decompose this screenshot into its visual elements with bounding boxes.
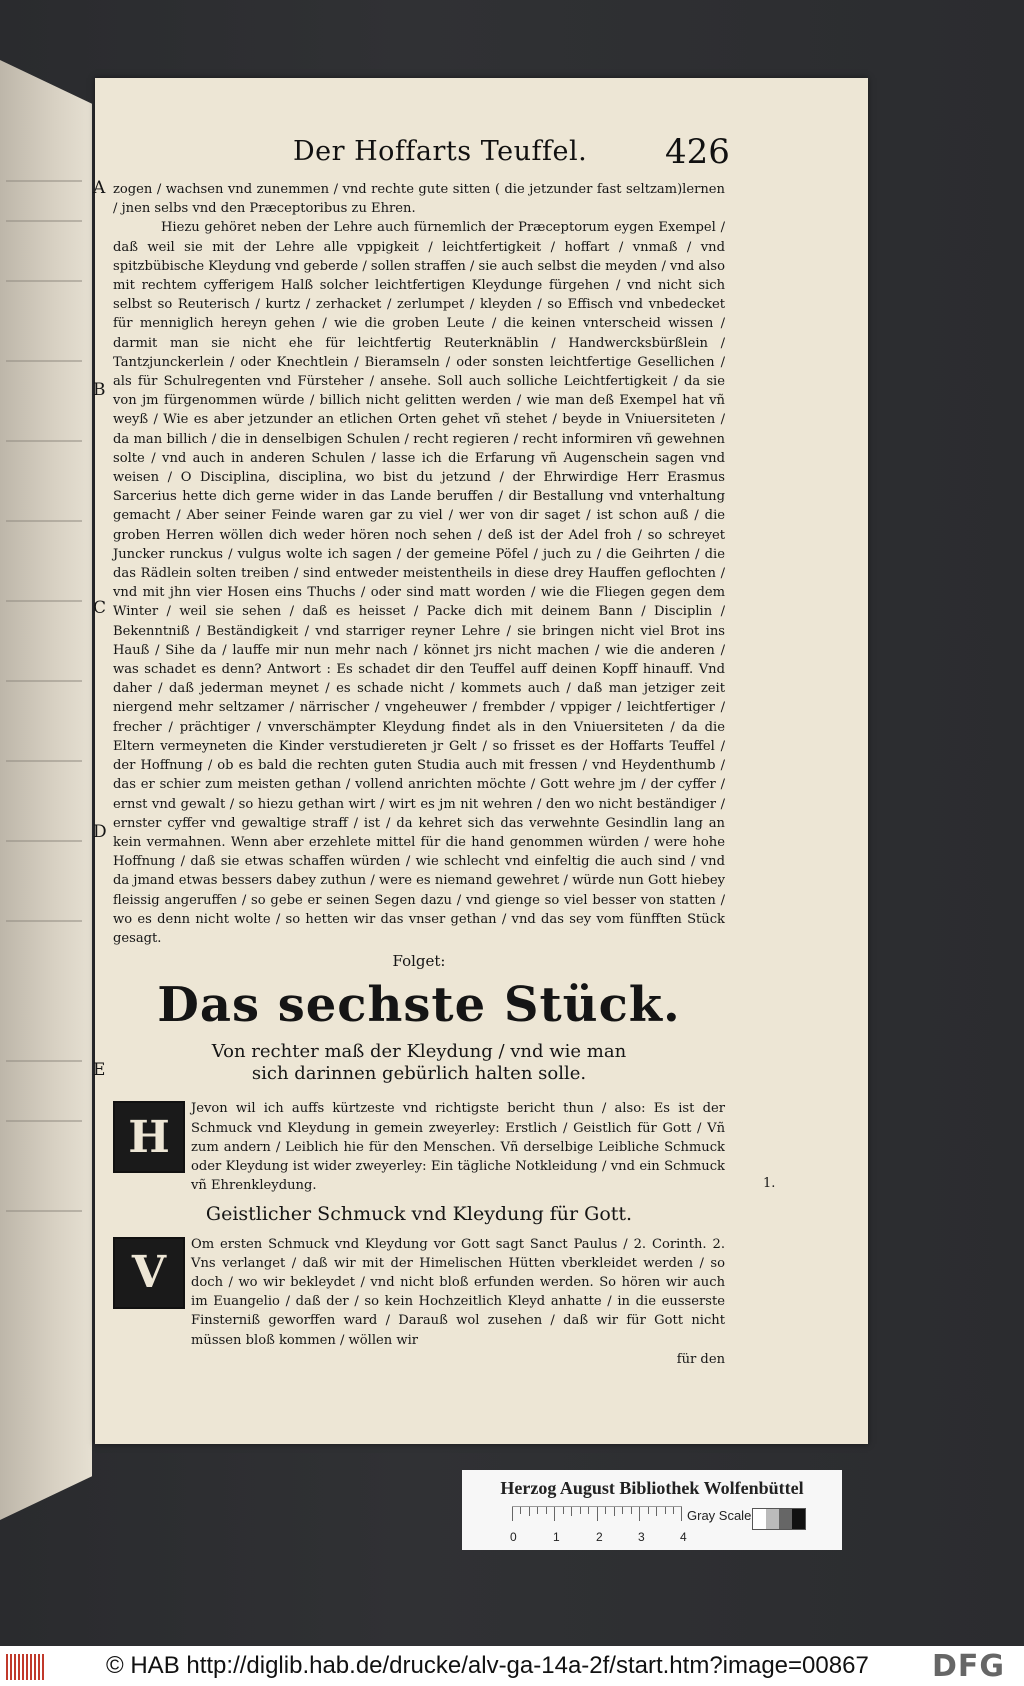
section-block — [113, 1235, 725, 1350]
margin-letter-d: D — [93, 822, 107, 842]
margin-letter-e: E — [93, 1060, 106, 1080]
running-title: Der Hoffarts Teuffel. — [293, 136, 588, 167]
ruler-label: 3 — [638, 1530, 645, 1544]
margin-letter-c: C — [93, 598, 107, 618]
decorated-initial: H — [113, 1101, 185, 1173]
barcode-icon — [6, 1654, 46, 1680]
page-header — [95, 132, 868, 176]
color-calibration-card — [462, 1470, 842, 1550]
chapter-subtitle: Von rechter maß der Kleydung / vnd wie man sich darinnen gebürlich halten solle. — [211, 1041, 627, 1085]
gray-patch — [766, 1509, 779, 1529]
page-number: 426 — [665, 132, 730, 172]
intro-text: Jevon wil ich auffs kürtzeste vnd richtigste bericht thun / also: Es ist der Schmuck vnd Kleydung in gemein zweyerley: Erstlich / Geistlich für Gott / Vñ zum andern / Leiblich hie für den Menschen. Vñ derselbige Leibliche Schmuck oder Kleydung ist wider zweyerley: Ein tägliche Notkleidung / vnd ein Schmuck vñ Ehrenkleydung. — [191, 1101, 725, 1194]
gray-patch — [779, 1509, 792, 1529]
margin-letter-a: A — [93, 178, 106, 198]
book-page — [95, 78, 868, 1444]
gray-patch — [753, 1509, 766, 1529]
side-note: 1. — [763, 1176, 776, 1191]
decorated-initial: V — [113, 1237, 185, 1309]
credit-link[interactable]: © HAB http://diglib.hab.de/drucke/alv-ga-14a-2f/start.htm?image=00867 — [106, 1652, 869, 1679]
ruler-label: 1 — [553, 1530, 560, 1544]
margin-letter-b: B — [93, 380, 106, 400]
page-text — [113, 180, 725, 1369]
footer-bar — [0, 1646, 1024, 1686]
ruler-label: 2 — [596, 1530, 603, 1544]
institution-name: Herzog August Bibliothek Wolfenbüttel — [500, 1478, 804, 1498]
section-heading: Geistlicher Schmuck vnd Kleydung für Gott. — [205, 1203, 633, 1226]
scale-ruler — [512, 1506, 682, 1533]
catchword: für den — [676, 1351, 725, 1367]
paragraph: zogen / wachsen vnd zunemmen / vnd rechte gute sitten ( die jetzunder fast seltzam)lernen / jnen selbs vnd den Præceptoribus zu Ehren. — [113, 182, 725, 217]
chapter-title: Das sechste Stück. — [157, 977, 681, 1034]
gray-scale-label: Gray Scale — [687, 1508, 752, 1523]
paragraph: Hiezu gehöret neben der Lehre auch fürnemlich der Præceptorum eygen Exempel / daß weil sie mit der Lehre alle vppigkeit / leichtfertigkeit / hoffart / vnmaß / vnd spitzbübische Kleydung vnd geberde / sollen straffen / sie auch selbst die meyden / vnd also mit rechtem cyfferigem Halß solcher leichtfertigen Kleydunge fürgehen / vnd nicht sich selbst so Reuterisch / kurtz / zerhacket / zerlumpet / kleyden / so Effisch vnd vnbedecket für menniglich hereyn gehen / wie die groben Leute / die keinen vnterscheid wissen / darmit man sie nicht ehe für leichtfertig Reuterknäblin / Handwercksbürßlein / Tantzjunckerlein / oder Knechtlein / Bieramseln / oder sonsten leichtfertige Gesellichen / als für Schulregenten vnd Fürsteher / ansehe. Soll auch solliche Leichtfertigkeit / da sie von jm fürgenommen würde / billich nicht gelitten werden / wie man deß Exempel hat vñ weyß / Wie es aber jetzunder an etlichen Orten gehet vñ stehet / beyde in Vniuersiteten / da man billich / die in denselbigen Schulen / recht regieren / recht informiren vñ gewehnen solte / vnd auch in anderen Schulen / lasse ich die Erfarung vñ Augenschein sagen vnd weisen / O Disciplina, disciplina, wo bist du jetzund / der Ehrwirdige Herr Erasmus Sarcerius hette dich gerne wider in das Lande beruffen / dir Bestallung vnd vnterhaltung gemacht / Aber seiner Feinde waren gar zu viel / wer von dir saget / ist schon auß / die groben Herren wöllen dich weder hören noch sehen / deß ist der Adel froh / so schreyet Juncker runckus / vulgus wolte ich sagen / der gemeine Pöfel / juch zu / die Geihrten / die das Rädlein solten treiben / sind entweder meistentheils in diese drey Hauffen geflochten / vnd mit jhn vier Hosen eins Thuchs / oder sind matt worden / wie die Fliegen gegen dem Winter / weil sie sehen / daß es heisset / Packe dich mit deinem Bann / Disciplin / Bekenntniß / Beständigkeit / vnd starriger reyner Lehre / sie bringen nicht viel Brot ins Hauß / Sihe da / lauffe mir nun mehr nach / könnet jrs nicht machen / wie die anderen / was schadet es denn? Antwort : Es schadet dir den Teuffel auff deinen Kopff hinauff. Vnd daher / daß jederman meynet / es schade nicht / kommets auch / daß man jetziger zeit niergend mehr seltzamer / närrischer / vngeheuwer / frembder / vppiger / leichtfertiger / frecher / prächtiger / vnverschämpter Kleydung findet als in den Vniuersiteten / da die Eltern vermeyneten die Kinder verstudiereten jr Gelt / so frisset es der Hoffarts Teuffel / der Hoffnung / ob es bald die rechten guten Studia auch mit fressen / vnd Heydenthumb / das er schier zum meisten gethan / vollend anrichten möchte / Gott wehre jm / der cyffer / ernst vnd gewalt / so hiezu gethan wirt / wirt es jm nit wehren / den wo nicht beständiger / ernster cyffer vnd gewaltige straff / ist / da kehret sich das verwehnte Gesindlin lang an kein vermahnen. Wenn aber erzehlete mittel für die hand genommen würden / were hohe Hoffnung / daß sie etwas schaffen würden / wie schlecht vnd einfeltig die auch sind / vnd da jmand etwas bessers dabey zuthun / were es niemand gewehret / würde nun Gott hiebey fleissig angeruffen / so gebe er seinen Segen dazu / vnd gienge so viel besser von statten / wo es denn nicht wolte / so hetten wir das vnser gethan / vnd das sey vom fünfften Stück gesagt. — [113, 220, 725, 946]
gray-patch — [792, 1509, 805, 1529]
intro-block — [113, 1099, 725, 1195]
ruler-label: 4 — [680, 1530, 687, 1544]
section-text: Om ersten Schmuck vnd Kleydung vor Gott sagt Sanct Paulus / 2. Corinth. 2. Vns verlanget / daß wir mit der Himelischen Hütten vberkleidet werden / so doch / wo wir bekleydet / vnd nicht bloß erfunden werden. So hören wir auch im Euangelio / daß der / so kein Hochzeitlich Kleyd anhatte / in die eusserste Finsterniß geworffen ward / Darauß wol zusehen / daß wir für Gott nicht müssen bloß kommen / wöllen wir — [191, 1236, 725, 1348]
gray-scale-swatch — [752, 1508, 806, 1530]
folget-label: Folget: — [392, 952, 446, 971]
dfg-logo: DFG — [932, 1649, 1006, 1684]
ruler-label: 0 — [510, 1530, 517, 1544]
facing-page-edge — [0, 60, 92, 1520]
